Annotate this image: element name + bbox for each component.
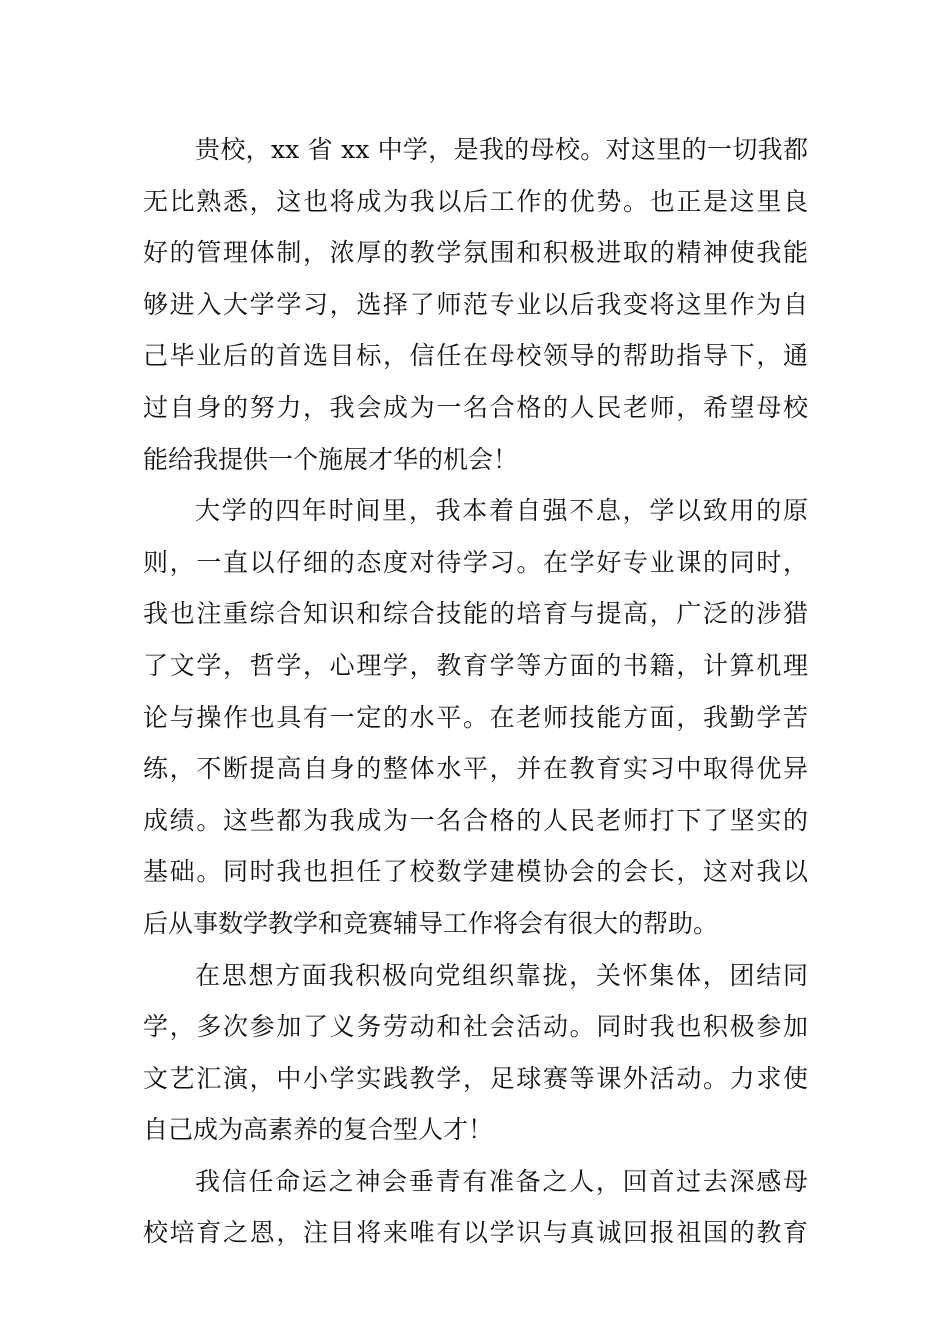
paragraph-2-line-3: 我也注重综合知识和综合技能的培育与提高，广泛的涉猎 <box>143 599 808 629</box>
paragraph-2-line-5: 论与操作也具有一定的水平。在老师技能方面，我勤学苦 <box>143 702 808 732</box>
paragraph-3-line-1: 在思想方面我积极向党组织靠拢，关怀集体，团结同 <box>195 960 808 990</box>
paragraph-3-line-4: 自己成为高素养的复合型人才！ <box>143 1115 494 1145</box>
document-body <box>143 124 808 1259</box>
paragraph-1-line-7: 能给我提供一个施展才华的机会！ <box>143 444 519 474</box>
paragraph-4-line-2: 校培育之恩，注目将来唯有以学识与真诚回报祖国的教育 <box>143 1218 808 1248</box>
paragraph-3-line-2: 学，多次参加了义务劳动和社会活动。同时我也积极参加 <box>143 1012 808 1042</box>
paragraph-2-line-9: 后从事数学教学和竞赛辅导工作将会有很大的帮助。 <box>143 908 719 938</box>
paragraph-2-line-8: 基础。同时我也担任了校数学建模协会的会长，这对我以 <box>143 857 808 887</box>
paragraph-1-line-4: 够进入大学学习，选择了师范专业以后我变将这里作为自 <box>143 289 808 319</box>
paragraph-2-line-1: 大学的四年时间里，我本着自强不息，学以致用的原 <box>195 496 808 526</box>
paragraph-2-line-4: 了文学，哲学，心理学，教育学等方面的书籍，计算机理 <box>143 650 808 680</box>
paragraph-2-line-6: 练，不断提高自身的整体水平，并在教育实习中取得优异 <box>143 754 808 784</box>
paragraph-1-line-1: 贵校，xx 省 xx 中学，是我的母校。对这里的一切我都 <box>195 135 808 164</box>
paragraph-2-line-2: 则，一直以仔细的态度对待学习。在学好专业课的同时， <box>143 547 808 577</box>
paragraph-1-line-6: 过自身的努力，我会成为一名合格的人民老师，希望母校 <box>143 392 808 422</box>
paragraph-1-line-2: 无比熟悉，这也将成为我以后工作的优势。也正是这里良 <box>143 186 808 216</box>
paragraph-1-line-3: 好的管理体制，浓厚的教学氛围和积极进取的精神使我能 <box>143 238 808 268</box>
paragraph-4-line-1: 我信任命运之神会垂青有准备之人，回首过去深感母 <box>195 1166 808 1196</box>
paragraph-3-line-3: 文艺汇演，中小学实践教学，足球赛等课外活动。力求使 <box>143 1063 808 1093</box>
paragraph-2-line-7: 成绩。这些都为我成为一名合格的人民老师打下了坚实的 <box>143 805 808 835</box>
paragraph-1-line-5: 己毕业后的首选目标，信任在母校领导的帮助指导下，通 <box>143 341 808 371</box>
